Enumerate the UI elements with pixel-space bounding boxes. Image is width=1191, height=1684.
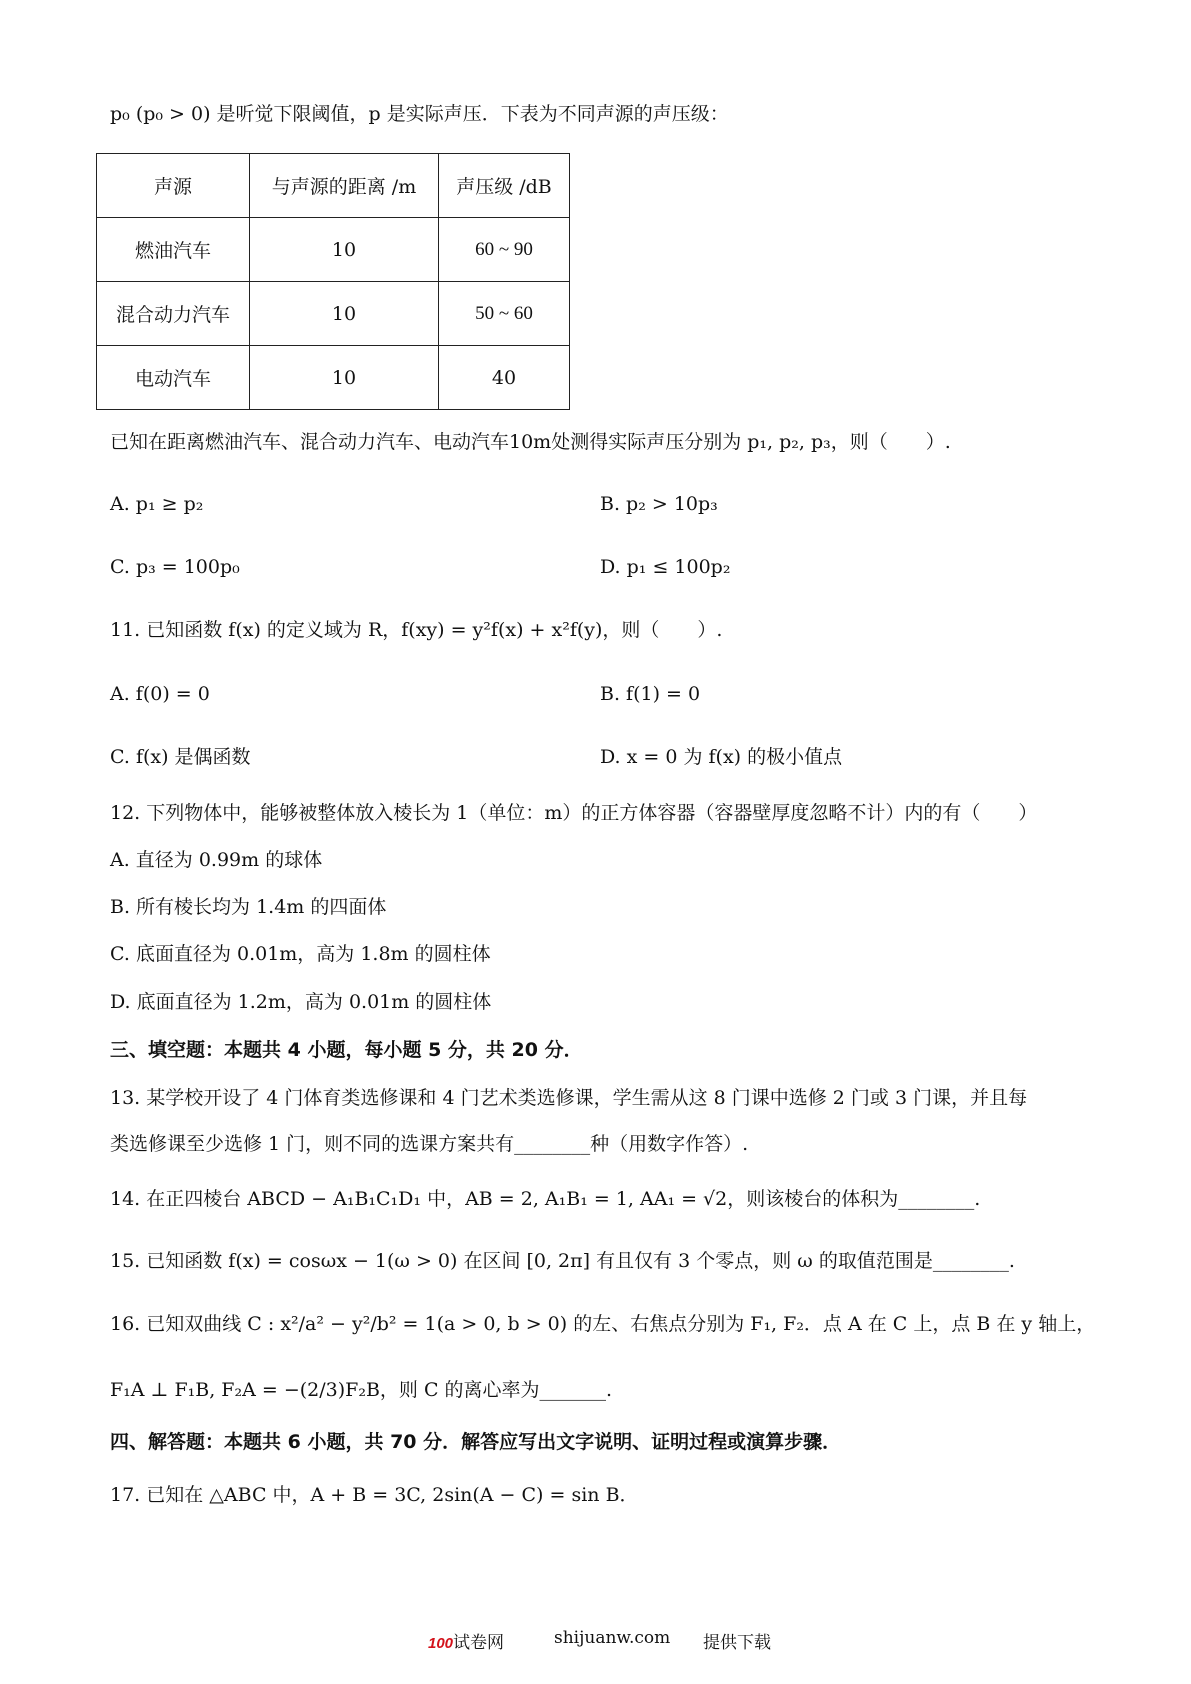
q11-option-b: B. f(1) = 0: [600, 683, 701, 705]
q13-line1: 13. 某学校开设了 4 门体育类选修课和 4 门艺术类选修课，学生需从这 8 门课中选修 2 门或 3 门课，并且每: [110, 1087, 1028, 1109]
footer-logo: [428, 1628, 504, 1653]
q10-option-d: D. p₁ ≤ 100p₂: [600, 556, 731, 578]
table-header-cell: 声源: [97, 154, 250, 218]
footer-site[interactable]: shijuanw.com: [554, 1628, 671, 1648]
table-cell: 10: [250, 346, 439, 410]
q12-option-c: C. 底面直径为 0.01m，高为 1.8m 的圆柱体: [110, 943, 491, 965]
table-cell: 10: [250, 282, 439, 346]
q12-option-d: D. 底面直径为 1.2m，高为 0.01m 的圆柱体: [110, 991, 492, 1013]
intro-line: p₀ (p₀ > 0) 是听觉下限阈值，p 是实际声压．下表为不同声源的声压级：: [110, 103, 729, 125]
table-header-cell: 与声源的距离 /m: [250, 154, 439, 218]
table-cell: 40: [439, 346, 570, 410]
q15: 15. 已知函数 f(x) = cosωx − 1(ω > 0) 在区间 [0, 2π] 有且仅有 3 个零点，则 ω 的取值范围是________.: [110, 1250, 1015, 1272]
table-row: [97, 346, 570, 410]
sound-level-table: [96, 153, 570, 410]
table-row: [97, 282, 570, 346]
q13-line2: 类选修课至少选修 1 门，则不同的选课方案共有________种（用数字作答）.: [110, 1133, 749, 1155]
q14: 14. 在正四棱台 ABCD − A₁B₁C₁D₁ 中，AB = 2, A₁B₁ = 1, AA₁ = √2，则该棱台的体积为________.: [110, 1188, 981, 1210]
table-cell: 50 ~ 60: [439, 282, 570, 346]
table-header-row: [97, 154, 570, 218]
table-cell: 电动汽车: [97, 346, 250, 410]
q12-option-a: A. 直径为 0.99m 的球体: [110, 849, 323, 871]
q10-stem: 已知在距离燃油汽车、混合动力汽车、电动汽车10m处测得实际声压分别为 p₁, p₂, p₃，则（ ）.: [110, 431, 951, 453]
table-cell: 10: [250, 218, 439, 282]
footer-brand: 试卷网: [453, 1633, 505, 1653]
table-cell: 混合动力汽车: [97, 282, 250, 346]
q10-option-c: C. p₃ = 100p₀: [110, 556, 240, 578]
section3-heading: 三、填空题：本题共 4 小题，每小题 5 分，共 20 分．: [110, 1039, 583, 1061]
q10-option-b: B. p₂ > 10p₃: [600, 493, 718, 515]
q16-line2: F₁A ⊥ F₁B, F₂A = −(2/3)F₂B，则 C 的离心率为_______.: [110, 1379, 613, 1401]
table-row: [97, 218, 570, 282]
section4-heading: 四、解答题：本题共 6 小题，共 70 分．解答应写出文字说明、证明过程或演算步骤．: [110, 1431, 842, 1453]
q12-stem: 12. 下列物体中，能够被整体放入棱长为 1（单位：m）的正方体容器（容器壁厚度忽略不计）内的有（ ）: [110, 802, 1038, 824]
table-header-cell: 声压级 /dB: [439, 154, 570, 218]
q12-option-b: B. 所有棱长均为 1.4m 的四面体: [110, 896, 387, 918]
q11-stem: 11. 已知函数 f(x) 的定义域为 R，f(xy) = y²f(x) + x²f(y)，则（ ）.: [110, 619, 723, 641]
footer-tagline: 提供下载: [703, 1633, 771, 1653]
q11-option-d: D. x = 0 为 f(x) 的极小值点: [600, 746, 843, 768]
table-cell: 燃油汽车: [97, 218, 250, 282]
q17: 17. 已知在 △ABC 中，A + B = 3C, 2sin(A − C) = sin B．: [110, 1484, 639, 1506]
table-cell: 60 ~ 90: [439, 218, 570, 282]
logo-100-icon: 100: [428, 1635, 454, 1652]
q11-option-a: A. f(0) = 0: [110, 683, 210, 705]
q16-line1: 16. 已知双曲线 C : x²/a² − y²/b² = 1(a > 0, b > 0) 的左、右焦点分别为 F₁, F₂．点 A 在 C 上，点 B 在 y 轴上，: [110, 1313, 1096, 1335]
q10-option-a: A. p₁ ≥ p₂: [110, 493, 204, 515]
q11-option-c: C. f(x) 是偶函数: [110, 746, 251, 768]
